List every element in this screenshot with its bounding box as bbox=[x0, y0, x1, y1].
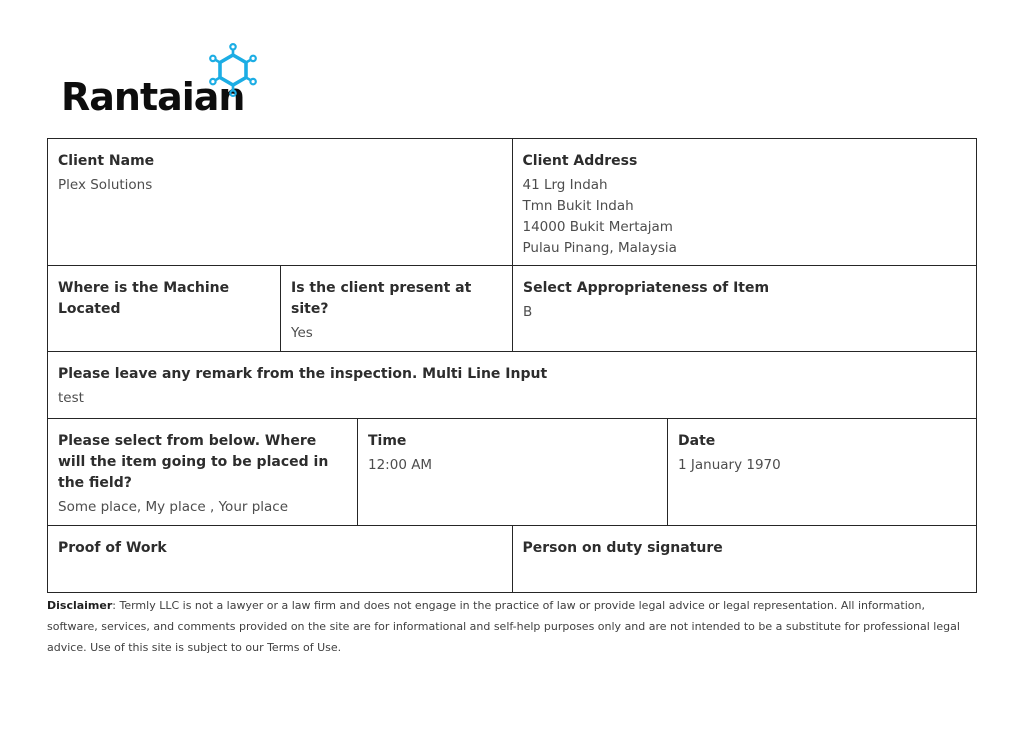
field-date bbox=[668, 419, 976, 525]
field-appropriateness bbox=[513, 266, 976, 351]
remark-value: test bbox=[58, 390, 84, 406]
placement-value: Some place, My place , Your place bbox=[58, 499, 289, 515]
field-remark bbox=[48, 352, 976, 418]
client-name-label: Client Name bbox=[58, 153, 155, 169]
client-present-value: Yes bbox=[291, 325, 313, 341]
field-client-address bbox=[513, 139, 977, 265]
remark-label: Please leave any remark from the inspection. Multi Line Input bbox=[58, 366, 548, 382]
client-address-value: 41 Lrg Indah Tmn Bukit Indah 14000 Bukit Mertajam Pulau Pinang, Malaysia bbox=[522, 177, 677, 256]
field-client-name bbox=[48, 139, 513, 265]
table-row bbox=[48, 139, 976, 266]
client-present-label: Is the client present at site? bbox=[291, 280, 472, 317]
machine-located-label: Where is the Machine Located bbox=[58, 280, 230, 317]
disclaimer-body: : Termly LLC is not a lawyer or a law firm and does not engage in the practice of law or provide legal advice or legal representation. All information, software, services, and comments provided on the site are for informational and self-help purposes only and are not intended to be a substitute for professional legal advice. Use of this site is subject to our Terms of Use. bbox=[47, 599, 960, 654]
logo bbox=[0, 0, 1024, 130]
field-signature bbox=[513, 526, 977, 592]
client-name-value: Plex Solutions bbox=[58, 177, 153, 193]
date-value: 1 January 1970 bbox=[678, 457, 781, 473]
date-label: Date bbox=[678, 433, 716, 449]
table-row bbox=[48, 266, 976, 352]
appropriateness-value: B bbox=[523, 304, 533, 320]
field-time bbox=[358, 419, 668, 525]
appropriateness-label: Select Appropriateness of Item bbox=[523, 280, 770, 296]
time-value: 12:00 AM bbox=[368, 457, 433, 473]
client-address-label: Client Address bbox=[522, 153, 638, 169]
disclaimer-label: Disclaimer bbox=[47, 599, 113, 612]
field-machine-located bbox=[48, 266, 281, 351]
field-proof-of-work bbox=[48, 526, 513, 592]
signature-label: Person on duty signature bbox=[522, 540, 723, 556]
field-client-present bbox=[281, 266, 513, 351]
field-placement bbox=[48, 419, 358, 525]
inspection-form-table bbox=[47, 138, 977, 593]
disclaimer-text bbox=[47, 595, 963, 658]
time-label: Time bbox=[368, 433, 407, 449]
table-row bbox=[48, 352, 976, 419]
molecule-icon bbox=[207, 42, 259, 98]
logo-wordmark: Rantaian bbox=[61, 75, 245, 119]
table-row bbox=[48, 526, 976, 592]
proof-of-work-label: Proof of Work bbox=[58, 540, 167, 556]
placement-label: Please select from below. Where will the item going to be placed in the field? bbox=[58, 433, 329, 491]
table-row bbox=[48, 419, 976, 526]
